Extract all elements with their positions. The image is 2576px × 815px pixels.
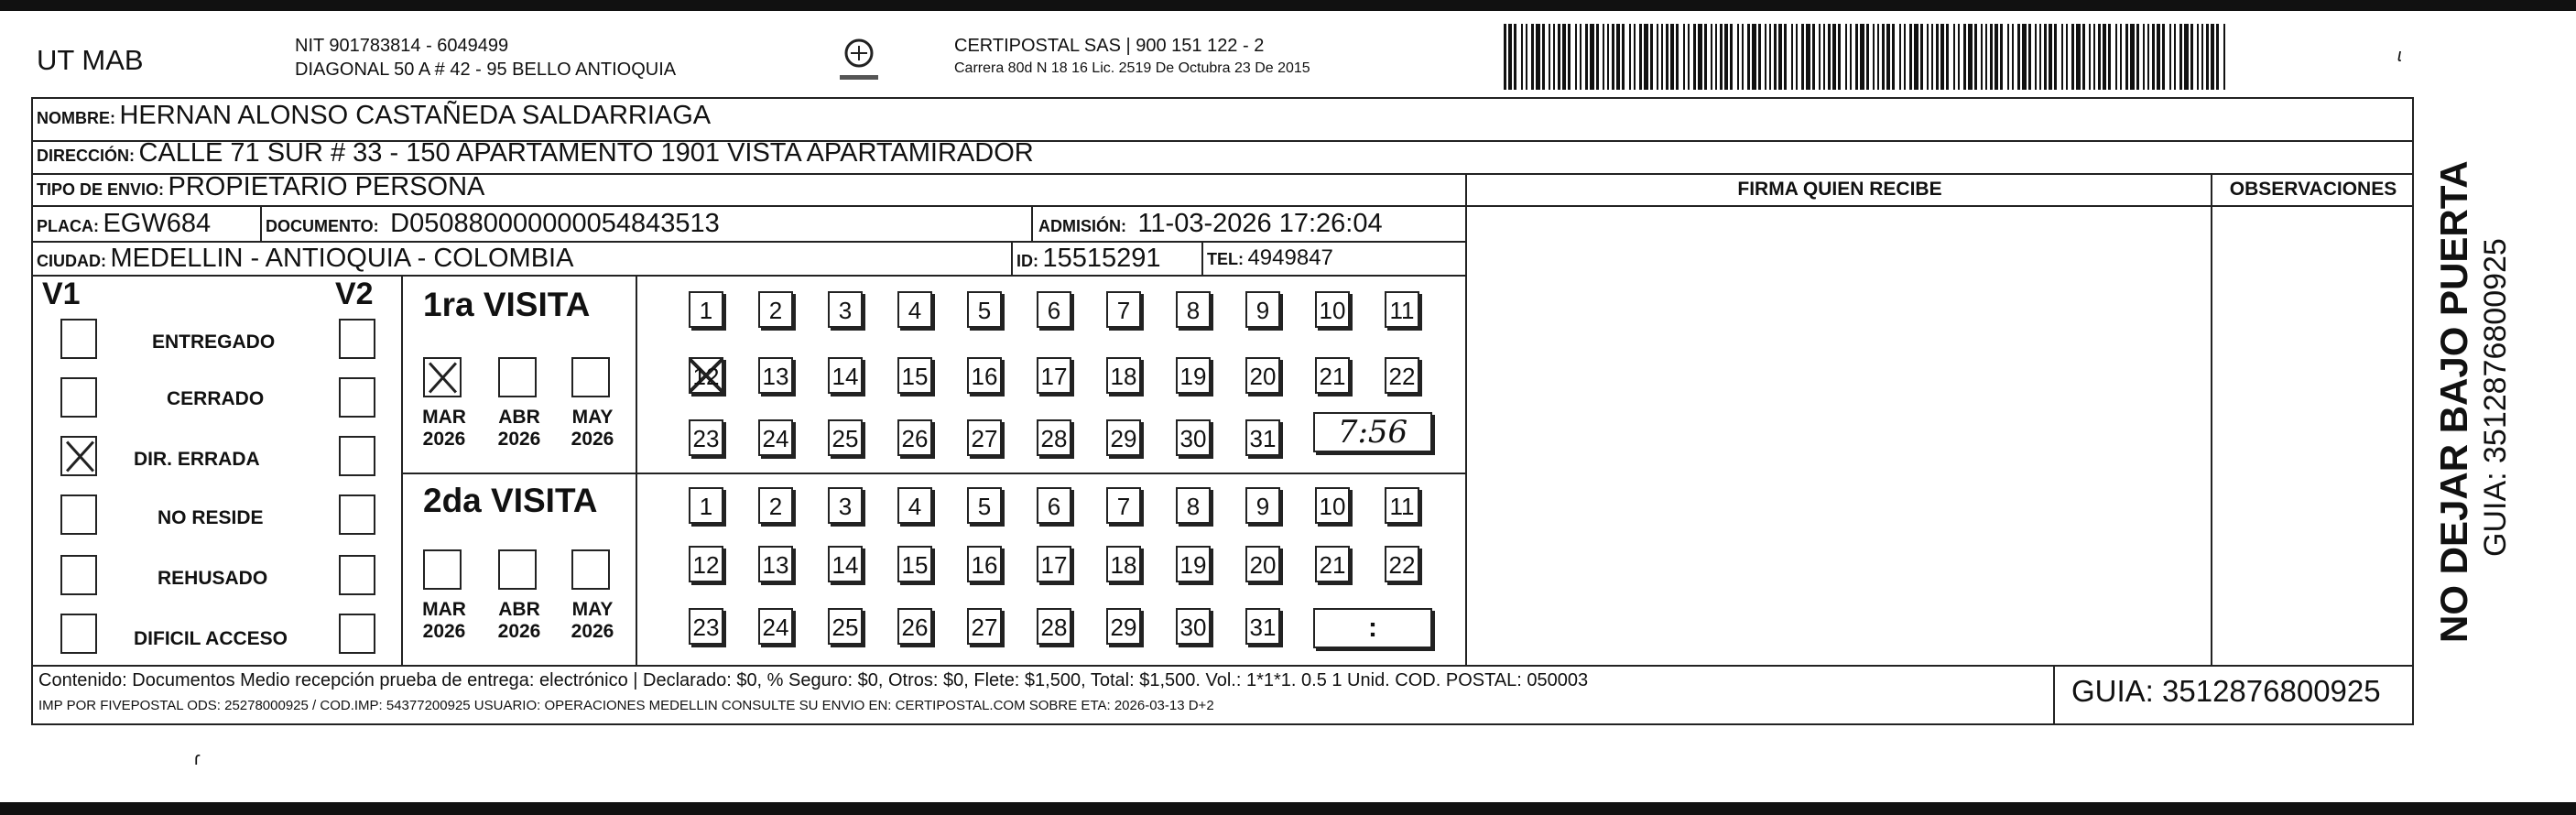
admission-label: ADMISIÓN: xyxy=(1038,217,1126,235)
barcode-bar xyxy=(1508,24,1512,90)
day-box[interactable]: 30 xyxy=(1176,608,1211,645)
visit1-title: 1ra VISITA xyxy=(423,286,591,323)
type-row xyxy=(37,172,484,202)
barcode-bar xyxy=(2216,24,2219,90)
barcode-bar xyxy=(1958,24,1960,90)
day-box[interactable]: 22 xyxy=(1385,546,1419,582)
side-warning: NO DEJAR BAJO PUERTA xyxy=(2432,160,2475,643)
barcode-bar xyxy=(2022,24,2027,90)
day-box[interactable]: 19 xyxy=(1176,546,1211,582)
sender-nit: NIT 901783814 - 6049499 xyxy=(295,36,509,56)
day-box[interactable]: 23 xyxy=(689,608,723,645)
barcode-bar xyxy=(1585,24,1588,90)
barcode-bar xyxy=(2103,24,2106,90)
v1-header: V1 xyxy=(42,277,81,311)
day-box[interactable]: 24 xyxy=(758,419,793,456)
barcode-bar xyxy=(1688,24,1690,90)
barcode-bar xyxy=(1737,24,1739,90)
day-box[interactable]: 31 xyxy=(1245,608,1280,645)
month-checkbox[interactable] xyxy=(571,357,610,397)
day-box[interactable]: 7 xyxy=(1106,487,1141,524)
observations-header: OBSERVACIONES xyxy=(2229,179,2397,200)
barcode-bar xyxy=(2039,24,2041,90)
barcode-bar xyxy=(1899,24,1901,90)
barcode-bar xyxy=(1590,24,1594,90)
month-label: MAR xyxy=(422,599,466,620)
day-box[interactable]: 30 xyxy=(1176,419,1211,456)
barcode-bar xyxy=(1838,24,1841,90)
barcode-bar xyxy=(1603,24,1604,90)
barcode-bar xyxy=(1801,24,1804,90)
status-v2-checkbox[interactable] xyxy=(339,377,375,418)
day-box[interactable]: 12 xyxy=(689,546,723,582)
day-box[interactable]: 12 xyxy=(689,357,723,394)
day-box[interactable]: 5 xyxy=(967,291,1002,328)
month-label: ABR xyxy=(498,407,540,428)
company-license: Carrera 80d N 18 16 Lic. 2519 De Octubra 23 De 2015 xyxy=(954,60,1310,76)
status-v1-checkbox[interactable] xyxy=(60,555,97,595)
barcode-bar xyxy=(1711,24,1712,90)
barcode-bar xyxy=(1693,24,1696,90)
barcode-bar xyxy=(1536,24,1540,90)
footer-guide: GUIA: 3512876800925 xyxy=(2071,674,2381,708)
admission-cell xyxy=(1038,209,1383,239)
name-row xyxy=(37,101,711,131)
barcode-bar xyxy=(1661,24,1663,90)
barcode-bar xyxy=(1596,24,1599,90)
barcode-bar xyxy=(2179,24,2182,90)
top-border xyxy=(0,0,2576,11)
barcode-bar xyxy=(1828,24,1831,90)
day-box[interactable]: 3 xyxy=(828,291,863,328)
day-box[interactable]: 8 xyxy=(1176,487,1211,524)
barcode-bar xyxy=(1812,24,1815,90)
barcode-bar xyxy=(1823,24,1825,90)
barcode-bar xyxy=(1639,24,1642,90)
barcode-bar xyxy=(2184,24,2189,90)
day-box[interactable]: 8 xyxy=(1176,291,1211,328)
barcode-bar xyxy=(1985,24,1987,90)
barcode-bar xyxy=(1855,24,1858,90)
barcode-bar xyxy=(1927,24,1929,90)
sender-address: DIAGONAL 50 A # 42 - 95 BELLO ANTIOQUIA xyxy=(295,60,677,80)
barcode-bar xyxy=(1580,24,1581,90)
id-value: 15515291 xyxy=(1042,244,1161,273)
tel-label: TEL: xyxy=(1207,250,1244,268)
barcode-bar xyxy=(1778,24,1782,90)
barcode-bar xyxy=(1832,24,1836,90)
barcode-bar xyxy=(1558,24,1560,90)
barcode-bar xyxy=(2028,24,2031,90)
day-box[interactable]: 13 xyxy=(758,357,793,394)
barcode-bar xyxy=(1784,24,1787,90)
day-box[interactable]: 11 xyxy=(1385,487,1419,524)
day-box[interactable]: 2 xyxy=(758,487,793,524)
status-label: CERRADO xyxy=(167,388,265,409)
v2-header: V2 xyxy=(335,277,374,311)
barcode-bar xyxy=(1549,24,1550,90)
barcode-bar xyxy=(2169,24,2171,90)
signature-header: FIRMA QUIEN RECIBE xyxy=(1737,179,1942,200)
day-box[interactable]: 29 xyxy=(1106,419,1141,456)
barcode-bar xyxy=(1514,24,1516,90)
barcode-bar xyxy=(1720,24,1723,90)
content-details: Contenido: Documentos Medio recepción prueba de entrega: electrónico | Declarado: $0, % Seguro: $0, Otros: $0, Flete: $1,500, Total: $1,500. Vol.: 1*1*1. 0.5 1 Unid. COD. POSTAL: 050003 xyxy=(38,670,1589,690)
barcode-bar xyxy=(1704,24,1707,90)
side-guide: GUIA: 3512876800925 xyxy=(2478,238,2513,557)
barcode-bar xyxy=(2049,24,2052,90)
day-box[interactable]: 2 xyxy=(758,291,793,328)
barcode-bar xyxy=(1531,24,1534,90)
barcode-bar xyxy=(2115,24,2117,90)
barcode-bar xyxy=(1521,24,1523,90)
month-label: MAY xyxy=(571,599,614,620)
stray-mark: ɩ xyxy=(2397,46,2402,66)
visit2-time: : xyxy=(1313,608,1432,648)
barcode-bar xyxy=(2054,24,2057,90)
barcode-bar xyxy=(1562,24,1566,90)
plate-cell xyxy=(37,209,211,239)
barcode-bar xyxy=(2223,24,2225,90)
month-checkbox[interactable] xyxy=(498,549,537,590)
year-label: 2026 xyxy=(497,429,541,450)
day-box[interactable]: 9 xyxy=(1245,487,1280,524)
admission-value: 11-03-2026 17:26:04 xyxy=(1137,209,1383,238)
day-box[interactable]: 29 xyxy=(1106,608,1141,645)
barcode-bar xyxy=(2071,24,2074,90)
day-box[interactable]: 4 xyxy=(897,291,932,328)
barcode-bar xyxy=(1994,24,1998,90)
day-box[interactable]: 16 xyxy=(967,357,1002,394)
barcode-bar xyxy=(2061,24,2063,90)
day-box[interactable]: 22 xyxy=(1385,357,1419,394)
barcode-bar xyxy=(1940,24,1944,90)
recipient-name: HERNAN ALONSO CASTAÑEDA SALDARRIAGA xyxy=(119,101,712,130)
barcode-bar xyxy=(1504,24,1506,90)
barcode-bar xyxy=(1774,24,1777,90)
day-box[interactable]: 20 xyxy=(1245,546,1280,582)
day-box[interactable]: 16 xyxy=(967,546,1002,582)
day-box[interactable]: 25 xyxy=(828,608,863,645)
barcode-bar xyxy=(1990,24,1993,90)
barcode-bar xyxy=(1715,24,1717,90)
tel-value: 4949847 xyxy=(1247,245,1333,270)
year-label: 2026 xyxy=(571,429,614,450)
day-box[interactable]: 27 xyxy=(967,419,1002,456)
barcode-bar xyxy=(1886,24,1890,90)
barcode-bar xyxy=(1877,24,1879,90)
day-box[interactable]: 10 xyxy=(1315,487,1350,524)
shipment-type: PROPIETARIO PERSONA xyxy=(168,172,485,201)
day-box[interactable]: 18 xyxy=(1106,357,1141,394)
barcode-bar xyxy=(2130,24,2135,90)
barcode-bar xyxy=(2143,24,2145,90)
barcode-bar xyxy=(2125,24,2128,90)
barcode-bar xyxy=(2076,24,2081,90)
barcode-bar xyxy=(1920,24,1923,90)
barcode-bar xyxy=(1796,24,1798,90)
barcode xyxy=(1504,24,2233,90)
barcode-bar xyxy=(1644,24,1648,90)
day-box[interactable]: 28 xyxy=(1037,608,1071,645)
day-box[interactable]: 21 xyxy=(1315,546,1350,582)
plate-label: PLACA: xyxy=(37,217,99,235)
day-box[interactable]: 6 xyxy=(1037,291,1071,328)
barcode-bar xyxy=(2093,24,2095,90)
document-value: D050880000000054843513 xyxy=(390,209,720,238)
barcode-bar xyxy=(2162,24,2165,90)
name-label: NOMBRE: xyxy=(37,109,115,127)
barcode-bar xyxy=(2035,24,2037,90)
barcode-bar xyxy=(2089,24,2091,90)
day-box[interactable]: 17 xyxy=(1037,546,1071,582)
visit1-time: 7:56 xyxy=(1313,412,1432,452)
day-box[interactable]: 4 xyxy=(897,487,932,524)
city-label: CIUDAD: xyxy=(37,252,106,270)
barcode-bar xyxy=(1634,24,1636,90)
barcode-bar xyxy=(1724,24,1728,90)
visit2-title: 2da VISITA xyxy=(423,482,598,519)
barcode-bar xyxy=(1860,24,1864,90)
status-v2-checkbox[interactable] xyxy=(339,614,375,654)
barcode-bar xyxy=(1850,24,1852,90)
barcode-bar xyxy=(1914,24,1918,90)
day-box[interactable]: 15 xyxy=(897,546,932,582)
recipient-address: CALLE 71 SUR # 33 - 150 APARTAMENTO 1901 VISTA APARTAMIRADOR xyxy=(138,138,1034,168)
barcode-bar xyxy=(1670,24,1674,90)
day-box[interactable]: 6 xyxy=(1037,487,1071,524)
day-box[interactable]: 1 xyxy=(689,291,723,328)
id-cell xyxy=(1016,244,1160,274)
barcode-bar xyxy=(2147,24,2149,90)
city-cell xyxy=(37,244,573,274)
day-box[interactable]: 24 xyxy=(758,608,793,645)
barcode-bar xyxy=(2098,24,2101,90)
barcode-bar xyxy=(2108,24,2111,90)
status-label: DIFICIL ACCESO xyxy=(134,628,288,649)
status-v1-checkbox[interactable] xyxy=(60,319,97,359)
barcode-bar xyxy=(1806,24,1810,90)
status-v2-checkbox[interactable] xyxy=(339,319,375,359)
barcode-bar xyxy=(2044,24,2047,90)
day-box[interactable]: 7 xyxy=(1106,291,1141,328)
barcode-bar xyxy=(1819,24,1821,90)
barcode-bar xyxy=(1968,24,1973,90)
status-label: DIR. ERRADA xyxy=(134,449,260,470)
barcode-bar xyxy=(1752,24,1756,90)
day-box[interactable]: 19 xyxy=(1176,357,1211,394)
day-box[interactable]: 15 xyxy=(897,357,932,394)
stray-mark: ɾ xyxy=(194,749,201,769)
certipostal-logo xyxy=(838,37,880,88)
barcode-bar xyxy=(1676,24,1679,90)
barcode-bar xyxy=(1845,24,1847,90)
day-box[interactable]: 25 xyxy=(828,419,863,456)
day-box[interactable]: 26 xyxy=(897,419,932,456)
year-label: 2026 xyxy=(422,621,466,642)
barcode-bar xyxy=(2174,24,2176,90)
barcode-bar xyxy=(2120,24,2122,90)
barcode-bar xyxy=(1542,24,1545,90)
barcode-bar xyxy=(1568,24,1571,90)
barcode-bar xyxy=(1747,24,1750,90)
barcode-bar xyxy=(1931,24,1933,90)
day-box[interactable]: 14 xyxy=(828,546,863,582)
barcode-bar xyxy=(2157,24,2160,90)
barcode-bar xyxy=(1974,24,1977,90)
day-box[interactable]: 14 xyxy=(828,357,863,394)
day-box[interactable]: 13 xyxy=(758,546,793,582)
barcode-bar xyxy=(1629,24,1631,90)
sender-name: UT MAB xyxy=(37,44,144,76)
barcode-bar xyxy=(1765,24,1766,90)
barcode-bar xyxy=(2000,24,2003,90)
status-v1-checkbox[interactable] xyxy=(60,436,97,476)
company-name: CERTIPOSTAL SAS | 900 151 122 - 2 xyxy=(954,36,1265,56)
month-checkbox[interactable] xyxy=(423,549,462,590)
city-value: MEDELLIN - ANTIOQUIA - COLOMBIA xyxy=(110,244,574,273)
barcode-bar xyxy=(1575,24,1577,90)
day-box[interactable]: 31 xyxy=(1245,419,1280,456)
month-label: ABR xyxy=(498,599,540,620)
document-cell xyxy=(266,209,720,239)
barcode-bar xyxy=(1698,24,1702,90)
id-label: ID: xyxy=(1016,252,1038,270)
barcode-bar xyxy=(2066,24,2068,90)
day-box[interactable]: 5 xyxy=(967,487,1002,524)
day-box[interactable]: 1 xyxy=(689,487,723,524)
status-v2-checkbox[interactable] xyxy=(339,555,375,595)
day-box[interactable]: 23 xyxy=(689,419,723,456)
barcode-bar xyxy=(1666,24,1668,90)
status-v1-checkbox[interactable] xyxy=(60,494,97,535)
day-box[interactable]: 3 xyxy=(828,487,863,524)
barcode-bar xyxy=(2012,24,2014,90)
barcode-bar xyxy=(1953,24,1955,90)
barcode-bar xyxy=(1904,24,1906,90)
barcode-bar xyxy=(1981,24,1983,90)
status-label: ENTREGADO xyxy=(152,331,276,353)
day-box[interactable]: 27 xyxy=(967,608,1002,645)
barcode-bar xyxy=(2201,24,2203,90)
status-v1-checkbox[interactable] xyxy=(60,377,97,418)
barcode-bar xyxy=(1683,24,1685,90)
year-label: 2026 xyxy=(571,621,614,642)
barcode-bar xyxy=(1946,24,1949,90)
barcode-bar xyxy=(1769,24,1771,90)
barcode-bar xyxy=(1936,24,1939,90)
barcode-bar xyxy=(1882,24,1885,90)
document-label: DOCUMENTO: xyxy=(266,217,379,235)
day-box[interactable]: 10 xyxy=(1315,291,1350,328)
day-box[interactable]: 20 xyxy=(1245,357,1280,394)
month-label: MAY xyxy=(571,407,614,428)
type-label: TIPO DE ENVIO: xyxy=(37,180,165,199)
barcode-bar xyxy=(1616,24,1620,90)
barcode-bar xyxy=(1622,24,1625,90)
barcode-bar xyxy=(1909,24,1912,90)
barcode-bar xyxy=(1742,24,1744,90)
barcode-bar xyxy=(2197,24,2199,90)
day-box[interactable]: 9 xyxy=(1245,291,1280,328)
day-box[interactable]: 18 xyxy=(1106,546,1141,582)
barcode-bar xyxy=(1526,24,1527,90)
barcode-bar xyxy=(2206,24,2209,90)
address-row xyxy=(37,138,1034,168)
day-box[interactable]: 26 xyxy=(897,608,932,645)
barcode-bar xyxy=(2017,24,2020,90)
status-v2-checkbox[interactable] xyxy=(339,436,375,476)
barcode-bar xyxy=(1650,24,1653,90)
status-v2-checkbox[interactable] xyxy=(339,494,375,535)
day-box[interactable]: 11 xyxy=(1385,291,1419,328)
month-checkbox[interactable] xyxy=(498,357,537,397)
status-label: REHUSADO xyxy=(158,568,268,589)
barcode-bar xyxy=(1612,24,1614,90)
month-checkbox[interactable] xyxy=(423,357,462,397)
barcode-bar xyxy=(1758,24,1761,90)
barcode-bar xyxy=(1657,24,1658,90)
barcode-bar xyxy=(2082,24,2085,90)
barcode-bar xyxy=(2211,24,2214,90)
address-label: DIRECCIÓN: xyxy=(37,147,135,165)
bottom-border xyxy=(0,802,2576,815)
barcode-bar xyxy=(1866,24,1869,90)
barcode-bar xyxy=(1553,24,1555,90)
barcode-bar xyxy=(2136,24,2139,90)
barcode-bar xyxy=(1873,24,1875,90)
month-label: MAR xyxy=(422,407,466,428)
status-label: NO RESIDE xyxy=(158,507,264,528)
plate-value: EGW684 xyxy=(103,209,212,238)
barcode-bar xyxy=(2190,24,2193,90)
barcode-bar xyxy=(2152,24,2155,90)
year-label: 2026 xyxy=(497,621,541,642)
print-details: IMP POR FIVEPOSTAL ODS: 25278000925 / COD.IMP: 54377200925 USUARIO: OPERACIONES MEDELLIN CONSULTE SU ENVIO EN: CERTIPOSTAL.COM SOBRE ETA: 2026-03-13 D+2 xyxy=(38,698,1214,713)
barcode-bar xyxy=(1791,24,1793,90)
month-checkbox[interactable] xyxy=(571,549,610,590)
year-label: 2026 xyxy=(422,429,466,450)
barcode-bar xyxy=(1730,24,1733,90)
tel-cell xyxy=(1207,245,1333,271)
barcode-bar xyxy=(1892,24,1895,90)
day-box[interactable]: 28 xyxy=(1037,419,1071,456)
status-v1-checkbox[interactable] xyxy=(60,614,97,654)
barcode-bar xyxy=(1607,24,1609,90)
barcode-bar xyxy=(2007,24,2009,90)
day-box[interactable]: 21 xyxy=(1315,357,1350,394)
barcode-bar xyxy=(1963,24,1966,90)
day-box[interactable]: 17 xyxy=(1037,357,1071,394)
